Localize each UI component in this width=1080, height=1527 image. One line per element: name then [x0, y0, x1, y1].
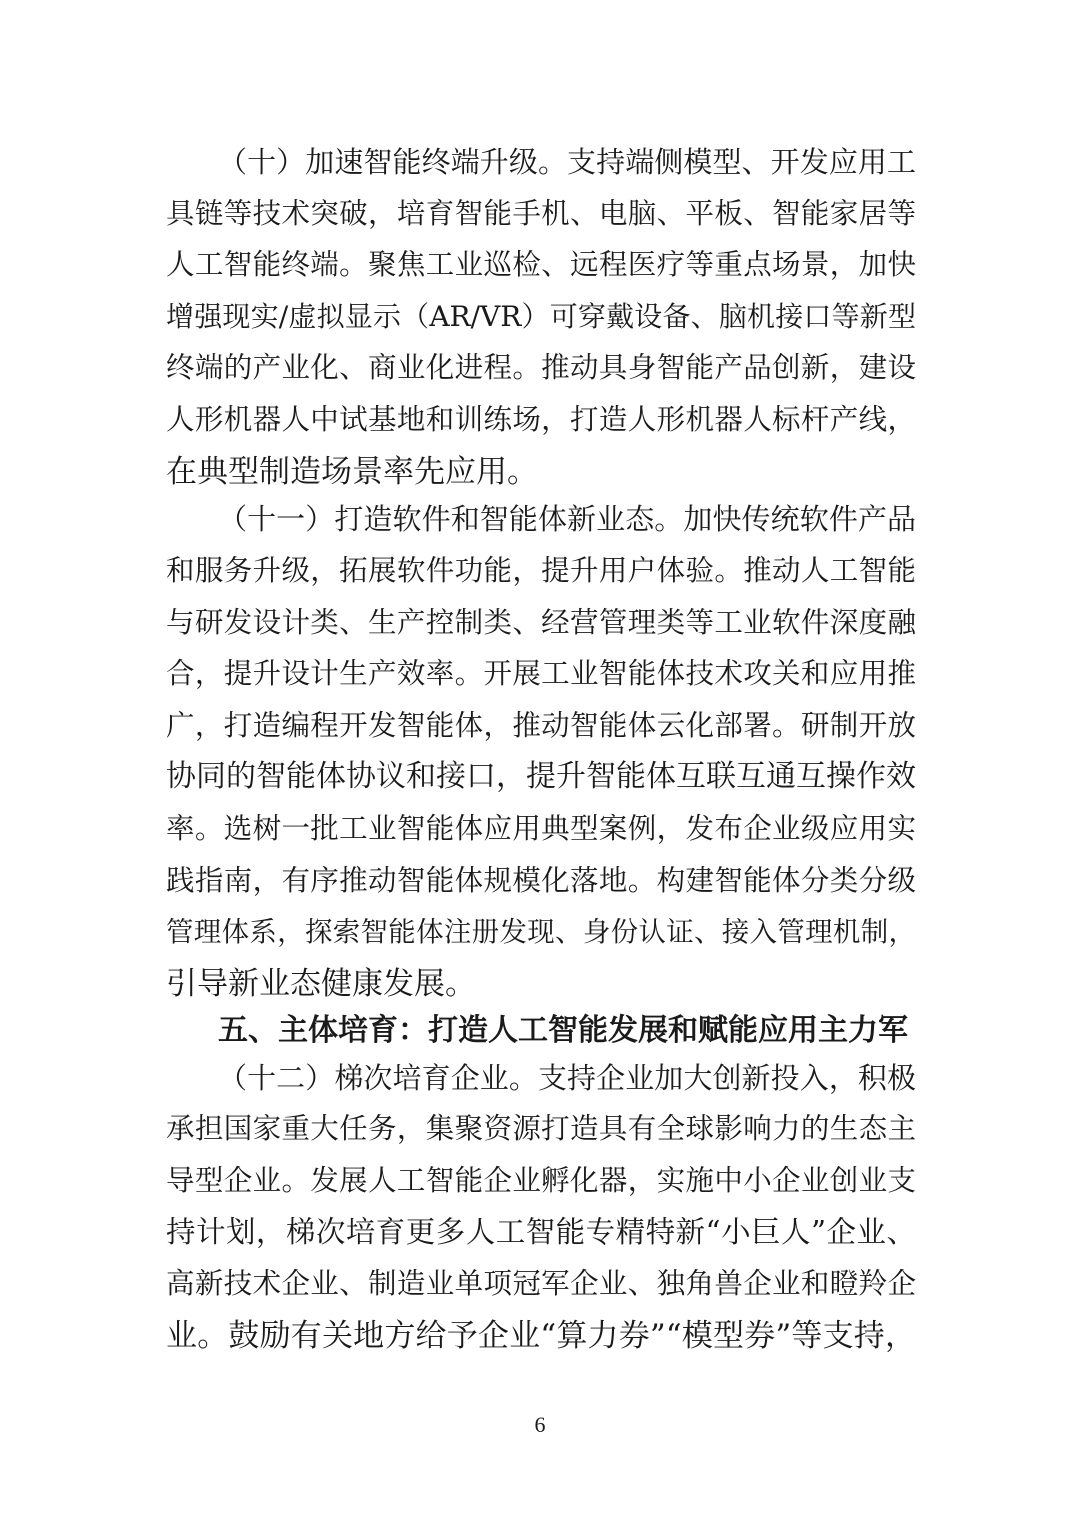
paragraph-11-line-4: 合，提升设计生产效率。开展工业智能体技术攻关和应用推 — [166, 657, 916, 690]
paragraph-12-line-1: （十二）梯次培育企业。支持企业加大创新投入，积极 — [218, 1061, 916, 1095]
paragraph-11-line-10: 引导新业态健康发展。 — [166, 966, 476, 1002]
paragraph-10-line-7: 在典型制造场景率先应用。 — [166, 454, 538, 490]
paragraph-10-line-4: 增强现实/虚拟显示（AR/VR）可穿戴设备、脑机接口等新型 — [166, 300, 916, 333]
paragraph-11-line-2: 和服务升级，拓展软件功能，提升用户体验。推动人工智能 — [166, 554, 916, 587]
paragraph-12-line-3: 导型企业。发展人工智能企业孵化器，实施中小企业创业支 — [166, 1164, 916, 1197]
paragraph-11-line-7: 率。选树一批工业智能体应用典型案例，发布企业级应用实 — [166, 812, 916, 845]
paragraph-10-line-5: 终端的产业化、商业化进程。推动具身智能产品创新，建设 — [166, 351, 916, 384]
paragraph-12-line-5: 高新技术企业、制造业单项冠军企业、独角兽企业和瞪羚企 — [166, 1267, 916, 1300]
paragraph-11-line-8: 践指南，有序推动智能体规模化落地。构建智能体分类分级 — [166, 864, 916, 897]
paragraph-10-line-1: （十）加速智能终端升级。支持端侧模型、开发应用工 — [218, 145, 916, 179]
paragraph-12-line-2: 承担国家重大任务，集聚资源打造具有全球影响力的生态主 — [166, 1112, 916, 1145]
paragraph-11-line-1: （十一）打造软件和智能体新业态。加快传统软件产品 — [218, 502, 916, 536]
page-number: 6 — [534, 1412, 546, 1437]
paragraph-11-line-3: 与研发设计类、生产控制类、经营管理类等工业软件深度融 — [166, 606, 916, 639]
paragraph-11-line-6: 协同的智能体协议和接口，提升智能体互联互通互操作效 — [166, 759, 916, 794]
paragraph-10-line-3: 人工智能终端。聚焦工业巡检、远程医疗等重点场景，加快 — [166, 248, 916, 281]
paragraph-11-line-5: 广，打造编程开发智能体，推动智能体云化部署。研制开放 — [166, 709, 916, 742]
paragraph-12-line-6: 业。鼓励有关地方给予企业“算力券”“模型券”等支持， — [166, 1318, 916, 1354]
paragraph-10-line-6: 人形机器人中试基地和训练场，打造人形机器人标杆产线， — [166, 403, 916, 436]
section-heading: 五、主体培育：打造人工智能发展和赋能应用主力军 — [218, 1013, 908, 1048]
paragraph-11-line-9: 管理体系，探索智能体注册发现、身份认证、接入管理机制， — [166, 916, 916, 948]
paragraph-10-line-2: 具链等技术突破，培育智能手机、电脑、平板、智能家居等 — [166, 197, 916, 230]
paragraph-12-line-4: 持计划，梯次培育更多人工智能专精特新“小巨人”企业、 — [166, 1215, 916, 1249]
